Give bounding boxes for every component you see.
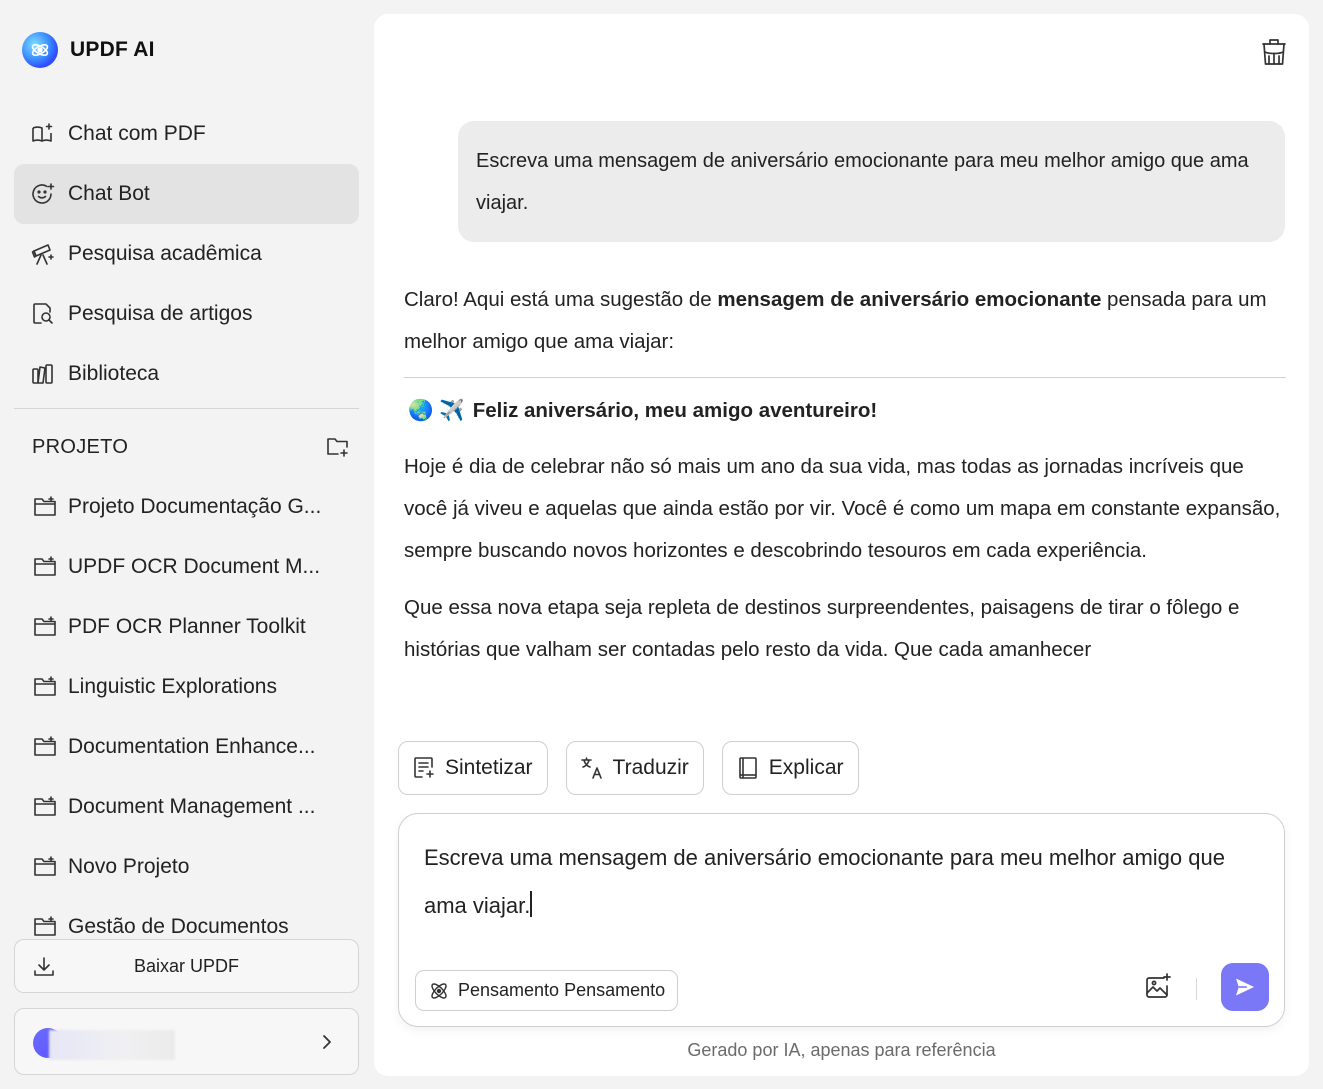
translate-icon <box>579 755 605 781</box>
answer-intro <box>404 279 1286 363</box>
answer-intro-bold: mensagem de aniversário emocionante <box>717 288 1102 311</box>
telescope-icon <box>30 241 56 267</box>
globe-plane-emoji: 🌏 ✈️ <box>408 399 465 422</box>
download-label: Baixar UPDF <box>133 955 240 976</box>
brand[interactable] <box>22 32 155 68</box>
send-button[interactable] <box>1221 963 1269 1011</box>
folder-icon <box>32 674 58 700</box>
chevron-right-icon <box>316 1032 336 1052</box>
image-upload-icon[interactable] <box>1143 972 1173 1002</box>
document-search-icon <box>30 301 56 327</box>
book-sparkle-icon <box>30 121 56 147</box>
download-icon <box>31 954 57 980</box>
user-name-redacted <box>49 1030 175 1060</box>
thinking-mode-button[interactable] <box>415 970 678 1011</box>
scroll-fade <box>404 674 1286 714</box>
projects-title: PROJETO <box>32 435 129 458</box>
project-item[interactable] <box>14 597 359 657</box>
quick-actions <box>398 741 859 795</box>
nav-label: Pesquisa acadêmica <box>68 242 262 265</box>
atom-icon <box>428 980 450 1002</box>
send-icon <box>1233 975 1257 999</box>
folder-icon <box>32 614 58 640</box>
nav-item-chat-com-pdf[interactable] <box>14 104 359 164</box>
folder-icon <box>32 554 58 580</box>
chat-panel <box>374 14 1309 1076</box>
project-label: UPDF OCR Document M... <box>68 555 321 578</box>
answer-paragraph: Que essa nova etapa seja repleta de destinos surpreendentes, paisagens de tirar o fôlego e histórias que valham ser contadas pelo resto da vida. Que cada amanhecer <box>404 596 1240 661</box>
thinking-mode-label: Pensamento Pensamento <box>458 980 666 1000</box>
summarize-label: Sintetizar <box>445 756 533 779</box>
projects-header <box>32 430 352 464</box>
composer-separator <box>1196 978 1197 1000</box>
project-item[interactable] <box>14 477 359 537</box>
sidebar <box>0 0 372 1089</box>
download-updf-button[interactable] <box>14 939 359 993</box>
summarize-icon <box>411 755 437 781</box>
sidebar-nav <box>14 104 359 404</box>
project-item[interactable] <box>14 717 359 777</box>
project-label: Gestão de Documentos <box>68 915 289 938</box>
text-caret <box>530 891 532 917</box>
message-input-text: Escreva uma mensagem de aniversário emocionante para meu melhor amigo que ama viajar. <box>424 845 1225 918</box>
clear-chat-icon[interactable] <box>1259 36 1289 68</box>
new-folder-icon[interactable] <box>324 433 352 461</box>
folder-icon <box>32 734 58 760</box>
nav-label: Biblioteca <box>68 362 160 385</box>
translate-button[interactable] <box>566 741 704 795</box>
sidebar-divider <box>14 408 359 409</box>
answer-divider <box>404 377 1286 378</box>
project-label: Novo Projeto <box>68 855 190 878</box>
message-input[interactable] <box>424 834 1264 930</box>
folder-icon <box>32 494 58 520</box>
assistant-answer <box>404 279 1286 714</box>
answer-heading <box>404 390 1286 432</box>
folder-icon <box>32 914 58 940</box>
ai-disclaimer: Gerado por IA, apenas para referência <box>687 1040 996 1060</box>
user-account-card[interactable] <box>14 1008 359 1075</box>
project-item[interactable] <box>14 657 359 717</box>
book-icon <box>735 755 761 781</box>
explain-label: Explicar <box>768 756 844 779</box>
folder-icon <box>32 854 58 880</box>
answer-heading-text: Feliz aniversário, meu amigo aventureiro! <box>472 399 878 422</box>
translate-label: Traduzir <box>612 756 689 779</box>
nav-item-chat-bot[interactable] <box>14 164 359 224</box>
message-composer[interactable] <box>398 813 1285 1027</box>
projects-list <box>14 477 359 938</box>
project-item[interactable] <box>14 777 359 837</box>
nav-label: Chat Bot <box>68 182 150 205</box>
chatbot-face-icon <box>30 181 56 207</box>
nav-item-pesquisa-de-artigos[interactable] <box>14 284 359 344</box>
summarize-button[interactable] <box>398 741 548 795</box>
folder-icon <box>32 794 58 820</box>
explain-button[interactable] <box>722 741 859 795</box>
project-item[interactable] <box>14 837 359 897</box>
user-message-bubble: Escreva uma mensagem de aniversário emocionante para meu melhor amigo que ama viajar. <box>458 121 1285 242</box>
project-label: Projeto Documentação G... <box>68 495 322 518</box>
nav-item-biblioteca[interactable] <box>14 344 359 404</box>
project-label: Documentation Enhance... <box>68 735 316 758</box>
answer-paragraph: Hoje é dia de celebrar não só mais um ano da sua vida, mas todas as jornadas incríveis que você já viveu e aquelas que ainda estão por vir. Você é como um mapa em constante expansão, sempre buscando novos horizontes e descobrindo tesouros em cada experiência. <box>404 455 1281 562</box>
nav-label: Chat com PDF <box>68 122 206 145</box>
app-name: UPDF AI <box>70 38 155 61</box>
project-item[interactable] <box>14 537 359 597</box>
nav-label: Pesquisa de artigos <box>68 302 253 325</box>
updf-ai-logo-icon <box>22 32 58 68</box>
project-label: Document Management ... <box>68 795 316 818</box>
nav-item-pesquisa-academica[interactable] <box>14 224 359 284</box>
library-icon <box>30 361 56 387</box>
answer-intro-before: Claro! Aqui está uma sugestão de <box>404 288 718 311</box>
project-label: Linguistic Explorations <box>68 675 277 698</box>
answer-intro-after: pensada para um melhor amigo que ama viajar: <box>404 288 1267 353</box>
project-label: PDF OCR Planner Toolkit <box>68 615 306 638</box>
